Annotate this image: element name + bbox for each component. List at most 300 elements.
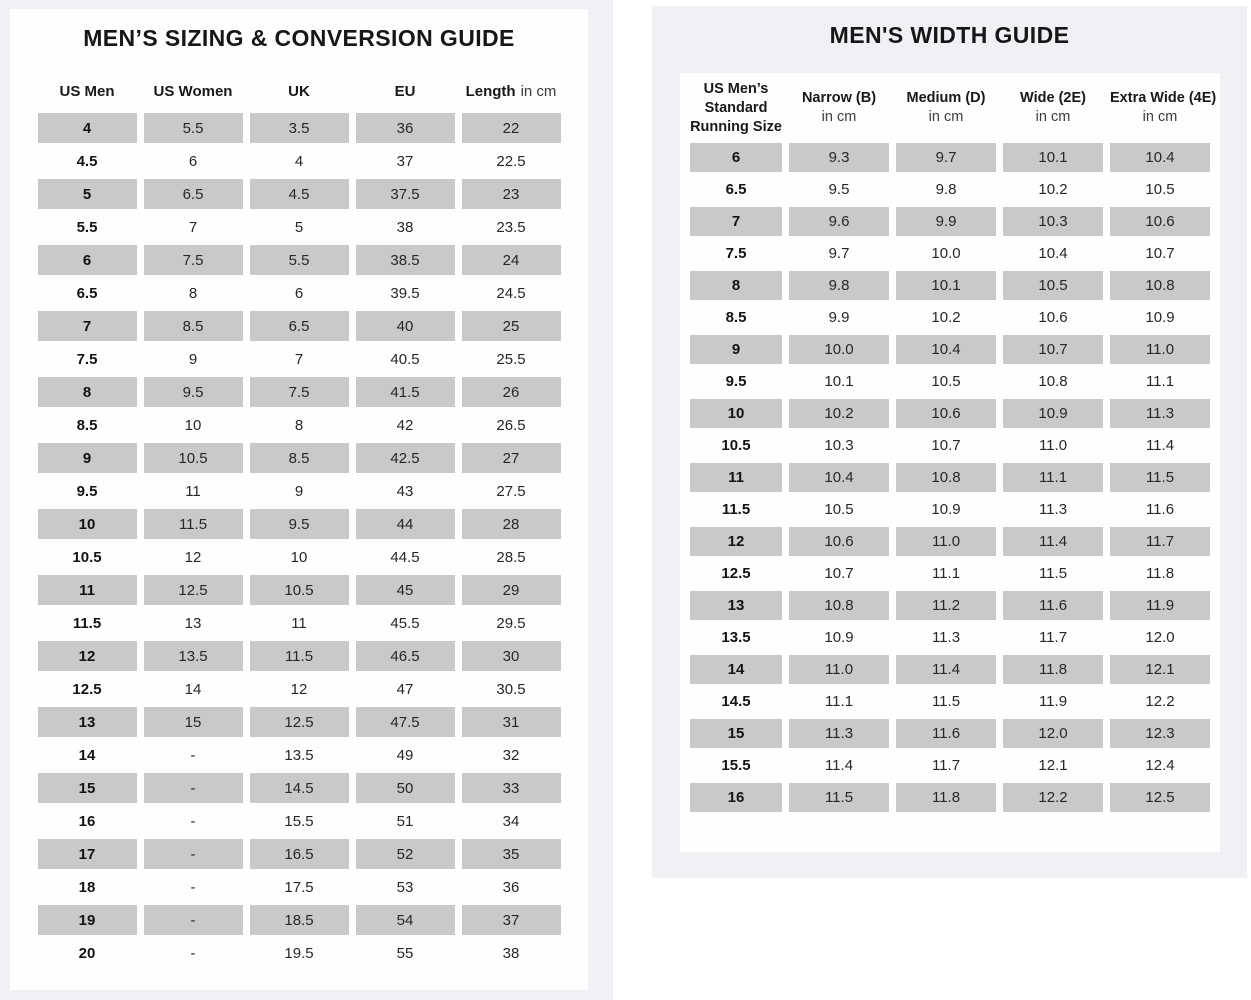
- table-row: [38, 311, 561, 341]
- sizing-conversion-table: [31, 69, 568, 971]
- table-row: [38, 641, 561, 671]
- table-cell: 30: [462, 641, 561, 671]
- sizing-conversion-card: [10, 9, 588, 990]
- table-cell: 29: [462, 575, 561, 605]
- table-cell: 10.5: [721, 437, 751, 454]
- table-row: [690, 527, 1210, 556]
- table-cell: 14.5: [721, 693, 751, 710]
- table-cell: 17.5: [284, 878, 314, 896]
- table-cell: 11.2: [896, 591, 996, 620]
- table-cell: 17: [38, 839, 137, 869]
- table-cell: 32: [502, 746, 520, 764]
- table-row: [38, 278, 561, 308]
- table-cell: -: [144, 839, 243, 869]
- table-row: [38, 608, 561, 638]
- table-cell: 9.9: [896, 207, 996, 236]
- table-cell: 51: [396, 812, 414, 830]
- table-cell: 30.5: [496, 680, 526, 698]
- table-cell: 7: [690, 207, 782, 236]
- table-cell: 10.9: [1003, 399, 1103, 428]
- table-cell: 49: [396, 746, 414, 764]
- table-cell: 11: [185, 482, 201, 500]
- table-cell: 5.5: [144, 113, 243, 143]
- table-cell: 8.5: [725, 309, 747, 326]
- table-cell: 10.6: [789, 527, 889, 556]
- table-cell: 18: [78, 878, 96, 896]
- table-row: [690, 463, 1210, 492]
- table-cell: 28: [462, 509, 561, 539]
- table-cell: 46.5: [356, 641, 455, 671]
- table-cell: 11.1: [1003, 463, 1103, 492]
- table-cell: 15.5: [721, 757, 751, 774]
- table-cell: 8.5: [144, 311, 243, 341]
- table-row: [690, 143, 1210, 172]
- table-row: [38, 113, 561, 143]
- table-row: [38, 146, 561, 176]
- table-cell: 12: [290, 680, 308, 698]
- table-cell: 14: [78, 746, 96, 764]
- table-cell: 12: [690, 527, 782, 556]
- table-cell: 10.9: [824, 629, 854, 646]
- table-row: [38, 476, 561, 506]
- table-row: [690, 175, 1210, 204]
- table-cell: -: [190, 746, 196, 764]
- table-cell: 10.2: [789, 399, 889, 428]
- table-cell: 27: [462, 443, 561, 473]
- table-cell: -: [144, 905, 243, 935]
- table-cell: 10.6: [1038, 309, 1068, 326]
- table-cell: 44: [356, 509, 455, 539]
- table-cell: 50: [356, 773, 455, 803]
- table-cell: 10.7: [824, 565, 854, 582]
- table-cell: 10.9: [931, 501, 961, 518]
- table-cell: 10.5: [824, 501, 854, 518]
- table-cell: 9.5: [76, 482, 98, 500]
- table-cell: 23.5: [496, 218, 526, 236]
- table-row: [38, 839, 561, 869]
- table-cell: 10.8: [1110, 271, 1210, 300]
- table-cell: 11.5: [250, 641, 349, 671]
- table-cell: 12.0: [1145, 629, 1175, 646]
- table-row: [690, 367, 1210, 396]
- table-cell: -: [144, 773, 243, 803]
- table-row: [38, 245, 561, 275]
- table-cell: 11.0: [789, 655, 889, 684]
- table-cell: 11.5: [931, 693, 961, 710]
- table-cell: 3.5: [250, 113, 349, 143]
- table-row: [38, 806, 561, 836]
- table-cell: 6: [38, 245, 137, 275]
- table-cell: 5.5: [76, 218, 98, 236]
- column-header-extra-wide: Extra Wide (4E) in cm: [1110, 90, 1217, 125]
- width-table-body: [690, 143, 1210, 812]
- table-cell: 13.5: [721, 629, 751, 646]
- table-cell: 13: [38, 707, 137, 737]
- table-cell: 13: [690, 591, 782, 620]
- table-cell: 10.1: [1003, 143, 1103, 172]
- table-row: [38, 179, 561, 209]
- table-cell: 11.5: [721, 501, 751, 518]
- table-cell: 10.4: [896, 335, 996, 364]
- table-cell: 9.9: [828, 309, 850, 326]
- table-cell: 12: [38, 641, 137, 671]
- table-row: [690, 751, 1210, 780]
- table-cell: 11.7: [931, 757, 961, 774]
- table-row: [38, 740, 561, 770]
- table-cell: 11.3: [931, 629, 961, 646]
- table-row: [38, 707, 561, 737]
- table-cell: 10.0: [931, 245, 961, 262]
- table-cell: 11.8: [896, 783, 996, 812]
- table-cell: 9.8: [935, 181, 957, 198]
- table-cell: 11.5: [789, 783, 889, 812]
- table-cell: 11.0: [1110, 335, 1210, 364]
- table-cell: 36: [502, 878, 520, 896]
- table-row: [38, 410, 561, 440]
- table-cell: 9.8: [789, 271, 889, 300]
- table-cell: 4: [38, 113, 137, 143]
- table-cell: 12.3: [1110, 719, 1210, 748]
- table-cell: 25: [462, 311, 561, 341]
- table-cell: 13.5: [284, 746, 314, 764]
- table-cell: 10.3: [824, 437, 854, 454]
- table-cell: 55: [396, 944, 414, 962]
- table-cell: 23: [462, 179, 561, 209]
- table-cell: 52: [356, 839, 455, 869]
- table-cell: 37: [396, 152, 414, 170]
- table-cell: 7.5: [144, 245, 243, 275]
- column-header-medium: Medium (D) in cm: [906, 90, 986, 125]
- table-cell: 15: [38, 773, 137, 803]
- table-cell: 7.5: [725, 245, 747, 262]
- table-cell: 24.5: [496, 284, 526, 302]
- table-cell: 7.5: [250, 377, 349, 407]
- table-cell: 27.5: [496, 482, 526, 500]
- table-row: [38, 212, 561, 242]
- column-header-us-men: US Men: [59, 82, 115, 100]
- table-cell: 10.7: [1145, 245, 1175, 262]
- table-cell: 11.9: [1038, 693, 1068, 710]
- sizing-guide-title: MEN’S SIZING & CONVERSION GUIDE: [83, 25, 515, 51]
- table-cell: 6: [294, 284, 304, 302]
- table-cell: 14: [690, 655, 782, 684]
- table-cell: 10.6: [1110, 207, 1210, 236]
- table-cell: 12.1: [1110, 655, 1210, 684]
- table-cell: 19.5: [284, 944, 314, 962]
- table-cell: 10.0: [789, 335, 889, 364]
- table-cell: -: [190, 944, 196, 962]
- table-cell: 11.3: [1038, 501, 1068, 518]
- table-cell: 42: [396, 416, 414, 434]
- table-cell: -: [190, 878, 196, 896]
- table-cell: 11.6: [1003, 591, 1103, 620]
- table-cell: 9.5: [725, 373, 747, 390]
- table-cell: 11.0: [896, 527, 996, 556]
- width-guide-card: [680, 73, 1220, 852]
- table-cell: 4.5: [76, 152, 98, 170]
- table-cell: 10.6: [896, 399, 996, 428]
- table-row: [690, 783, 1210, 812]
- table-cell: 12.2: [1145, 693, 1175, 710]
- table-cell: 13.5: [144, 641, 243, 671]
- table-cell: 9: [188, 350, 198, 368]
- table-cell: 7.5: [76, 350, 98, 368]
- table-cell: 12.0: [1003, 719, 1103, 748]
- table-cell: 11.7: [1038, 629, 1068, 646]
- table-cell: 11.9: [1110, 591, 1210, 620]
- table-row: [690, 495, 1210, 524]
- column-header-us-women: US Women: [153, 82, 233, 100]
- table-cell: 10.5: [250, 575, 349, 605]
- table-cell: 11.3: [789, 719, 889, 748]
- table-cell: 11.5: [1038, 565, 1068, 582]
- table-row: [690, 207, 1210, 236]
- table-cell: 34: [502, 812, 520, 830]
- table-cell: 11.6: [1145, 501, 1175, 518]
- table-cell: 11.7: [1110, 527, 1210, 556]
- table-cell: 11: [291, 614, 307, 632]
- table-cell: 10.8: [1038, 373, 1068, 390]
- table-row: [690, 623, 1210, 652]
- table-cell: 41.5: [356, 377, 455, 407]
- table-cell: 20: [78, 944, 96, 962]
- table-cell: 54: [356, 905, 455, 935]
- table-row: [38, 443, 561, 473]
- table-cell: 7: [294, 350, 304, 368]
- table-cell: 9.3: [789, 143, 889, 172]
- table-row: [690, 271, 1210, 300]
- table-cell: 11.0: [1038, 437, 1068, 454]
- table-cell: 18.5: [250, 905, 349, 935]
- table-cell: 47.5: [356, 707, 455, 737]
- table-cell: 10.7: [931, 437, 961, 454]
- table-cell: 8: [188, 284, 198, 302]
- table-row: [38, 509, 561, 539]
- table-cell: 5: [38, 179, 137, 209]
- table-cell: 10.7: [1003, 335, 1103, 364]
- table-cell: 11.4: [896, 655, 996, 684]
- table-cell: 15: [144, 707, 243, 737]
- table-row: [690, 591, 1210, 620]
- table-cell: 12.2: [1003, 783, 1103, 812]
- table-cell: 22.5: [496, 152, 526, 170]
- table-cell: 12.5: [1110, 783, 1210, 812]
- table-cell: 9.7: [828, 245, 850, 262]
- table-cell: 43: [396, 482, 414, 500]
- sizing-table-body: [38, 113, 561, 968]
- table-cell: 7: [38, 311, 137, 341]
- table-cell: 10.9: [1145, 309, 1175, 326]
- table-cell: 10.3: [1003, 207, 1103, 236]
- table-cell: 10.5: [1145, 181, 1175, 198]
- table-cell: 10: [290, 548, 308, 566]
- table-cell: 6.5: [725, 181, 747, 198]
- table-cell: 45: [356, 575, 455, 605]
- table-cell: 10.1: [896, 271, 996, 300]
- table-cell: 8.5: [76, 416, 98, 434]
- column-header-eu: EU: [394, 82, 416, 100]
- table-row: [38, 377, 561, 407]
- table-cell: 35: [462, 839, 561, 869]
- table-cell: 24: [462, 245, 561, 275]
- table-cell: 11.5: [144, 509, 243, 539]
- table-cell: 9: [294, 482, 304, 500]
- table-cell: 40: [356, 311, 455, 341]
- table-cell: 40.5: [390, 350, 420, 368]
- table-cell: 11.5: [1110, 463, 1210, 492]
- sizing-table-header: [38, 72, 561, 110]
- table-cell: 26: [462, 377, 561, 407]
- table-row: [690, 559, 1210, 588]
- table-cell: 10.5: [144, 443, 243, 473]
- table-cell: 9.5: [828, 181, 850, 198]
- table-row: [38, 674, 561, 704]
- table-row: [38, 344, 561, 374]
- column-header-uk: UK: [288, 82, 310, 100]
- table-cell: 4: [294, 152, 304, 170]
- column-header-wide: Wide (2E) in cm: [1020, 90, 1086, 125]
- table-cell: 26.5: [496, 416, 526, 434]
- column-header-narrow: Narrow (B) in cm: [801, 90, 877, 125]
- table-cell: 12: [184, 548, 202, 566]
- table-cell: 6: [690, 143, 782, 172]
- table-cell: 11.6: [896, 719, 996, 748]
- table-cell: 10: [690, 399, 782, 428]
- table-cell: 45.5: [390, 614, 420, 632]
- table-cell: 47: [396, 680, 414, 698]
- table-cell: 16.5: [250, 839, 349, 869]
- table-cell: 6.5: [144, 179, 243, 209]
- table-cell: 12.5: [144, 575, 243, 605]
- table-cell: 10.4: [789, 463, 889, 492]
- table-cell: 12.4: [1145, 757, 1175, 774]
- table-cell: 38: [396, 218, 414, 236]
- table-cell: 12.1: [1038, 757, 1068, 774]
- width-guide-title: MEN'S WIDTH GUIDE: [829, 22, 1070, 48]
- table-cell: 11: [38, 575, 137, 605]
- table-cell: 8.5: [250, 443, 349, 473]
- table-cell: 5.5: [250, 245, 349, 275]
- table-cell: 9.6: [789, 207, 889, 236]
- table-cell: 5: [294, 218, 304, 236]
- table-cell: 25.5: [496, 350, 526, 368]
- table-cell: 19: [38, 905, 137, 935]
- table-cell: 14: [184, 680, 202, 698]
- width-table-header: [690, 76, 1217, 140]
- table-row: [690, 399, 1210, 428]
- table-row: [38, 938, 561, 968]
- table-cell: 11: [690, 463, 782, 492]
- table-row: [690, 719, 1210, 748]
- table-cell: 38: [502, 944, 520, 962]
- table-cell: 12.5: [721, 565, 751, 582]
- table-cell: 33: [462, 773, 561, 803]
- table-cell: 10.5: [931, 373, 961, 390]
- table-cell: 10.4: [1038, 245, 1068, 262]
- table-cell: 44.5: [390, 548, 420, 566]
- table-cell: 10: [38, 509, 137, 539]
- table-cell: 22: [462, 113, 561, 143]
- width-guide-panel: [652, 6, 1247, 878]
- table-cell: 10.4: [1110, 143, 1210, 172]
- table-cell: 28.5: [496, 548, 526, 566]
- table-cell: 9.7: [896, 143, 996, 172]
- table-cell: 9.5: [144, 377, 243, 407]
- table-cell: 16: [690, 783, 782, 812]
- table-cell: 6: [188, 152, 198, 170]
- table-cell: 53: [396, 878, 414, 896]
- table-cell: 10.2: [1038, 181, 1068, 198]
- table-cell: 29.5: [496, 614, 526, 632]
- table-cell: 13: [184, 614, 202, 632]
- table-cell: 4.5: [250, 179, 349, 209]
- table-row: [38, 905, 561, 935]
- table-cell: 39.5: [390, 284, 420, 302]
- table-cell: 38.5: [356, 245, 455, 275]
- table-row: [38, 575, 561, 605]
- table-cell: 6.5: [76, 284, 98, 302]
- table-row: [690, 655, 1210, 684]
- width-guide-table: [683, 73, 1217, 815]
- table-cell: 42.5: [356, 443, 455, 473]
- table-cell: 37.5: [356, 179, 455, 209]
- table-cell: 8: [38, 377, 137, 407]
- table-cell: 10.8: [896, 463, 996, 492]
- table-cell: 31: [462, 707, 561, 737]
- table-cell: 11.4: [824, 757, 854, 774]
- table-row: [690, 239, 1210, 268]
- table-cell: 11.8: [1003, 655, 1103, 684]
- table-cell: 8: [294, 416, 304, 434]
- table-cell: 11.1: [931, 565, 961, 582]
- table-cell: 11.4: [1145, 437, 1175, 454]
- table-cell: 10.5: [72, 548, 102, 566]
- table-cell: 12.5: [250, 707, 349, 737]
- table-cell: 10.8: [789, 591, 889, 620]
- table-row: [38, 872, 561, 902]
- table-cell: 16: [78, 812, 96, 830]
- table-cell: -: [190, 812, 196, 830]
- table-cell: 36: [356, 113, 455, 143]
- table-cell: 10.1: [824, 373, 854, 390]
- table-row: [38, 542, 561, 572]
- table-cell: 10.2: [931, 309, 961, 326]
- column-header-running-size: US Men’s Standard Running Size: [690, 80, 782, 135]
- table-cell: 7: [188, 218, 198, 236]
- table-cell: 37: [462, 905, 561, 935]
- table-cell: 14.5: [250, 773, 349, 803]
- table-cell: 11.1: [824, 693, 854, 710]
- table-cell: 9.5: [250, 509, 349, 539]
- table-row: [690, 335, 1210, 364]
- table-cell: 6.5: [250, 311, 349, 341]
- table-row: [38, 773, 561, 803]
- table-cell: 15.5: [284, 812, 314, 830]
- table-cell: 8: [690, 271, 782, 300]
- table-cell: 10: [184, 416, 202, 434]
- sizing-conversion-panel: [0, 0, 613, 1000]
- table-cell: 11.3: [1110, 399, 1210, 428]
- table-cell: 11.4: [1003, 527, 1103, 556]
- table-cell: 11.1: [1145, 373, 1175, 390]
- column-header-length: Length in cm: [465, 82, 557, 100]
- table-cell: 9: [690, 335, 782, 364]
- table-cell: 12.5: [72, 680, 102, 698]
- table-row: [690, 687, 1210, 716]
- table-cell: 9: [38, 443, 137, 473]
- table-cell: 11.5: [72, 614, 102, 632]
- table-cell: 10.5: [1003, 271, 1103, 300]
